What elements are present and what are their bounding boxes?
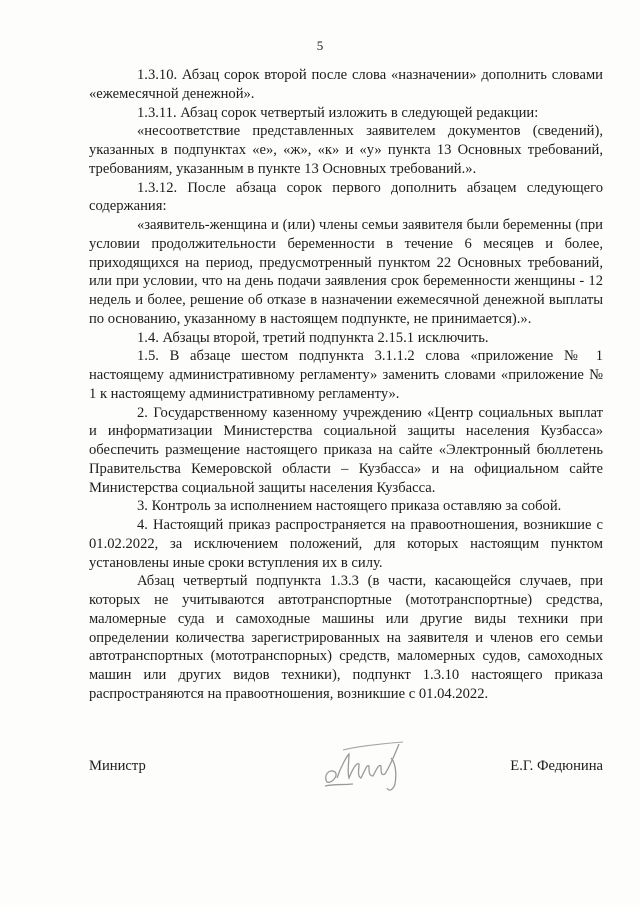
paragraph-1-3-12: 1.3.12. После абзаца сорок первого дополнить абзацем следующего содержания: bbox=[89, 179, 603, 215]
paragraph-2: 2. Государственному казенному учреждению «Центр социальных выплат и информатизации Министерства социальной защиты населения Кузбасса» обеспечить размещение настоящего приказа на сайте «Электронный бюллетень Правительства Кемеровской области – Кузбасса» и на официальном сайте Министерства социальной защиты населения Кузбасса. bbox=[89, 404, 603, 496]
signatory-title: Министр bbox=[89, 758, 146, 774]
paragraph-1-3-12-quote: «заявитель-женщина и (или) члены семьи заявителя были беременны (при условии продолжительности беременности в течение 6 месяцев и более, приходящихся на период, предусмотренный пунктом 22 Основных требований, или при условии, что на день подачи заявления срок беременности женщины - 12 недель и более, решение об отказе в назначении ежемесячной денежной выплаты по основанию, указанному в настоящем подпункте, не принимается).». bbox=[89, 217, 603, 327]
paragraph-1-4: 1.4. Абзацы второй, третий подпункта 2.15.1 исключить. bbox=[137, 329, 489, 346]
paragraph-1-3-11-quote: «несоответствие представленных заявителем документов (сведений), указанных в подпунктах «е», «ж», «к» и «у» пункта 13 Основных требований, требованиям, указанным в пункте 13 Основных требований.». bbox=[89, 123, 603, 177]
paragraph-4-note: Абзац четвертый подпункта 1.3.3 (в части, касающейся случаев, при которых не учитываются автотранспортные (мототранспортные) средства, маломерные суда и самоходные машины или другие виды техники при определении количества зарегистрированных на заявителя и членов его семьи автотранспортных (мототранспорных) средств, маломерных судов, самоходных машин или других видов техники), подпункт 1.3.10 настоящего приказа распространяются на правоотношения, возникшие с 01.04.2022. bbox=[89, 573, 603, 702]
paragraph-1-5: 1.5. В абзаце шестом подпункта 3.1.1.2 слова «приложение № 1 настоящему административному регламенту» заменить словами «приложение № 1 к настоящему административному регламенту». bbox=[89, 348, 603, 402]
paragraph-4: 4. Настоящий приказ распространяется на правоотношения, возникшие с 01.02.2022, за исключением положений, для которых настоящим пунктом установлены иные сроки вступления их в силу. bbox=[89, 517, 603, 571]
signature-block bbox=[89, 738, 603, 798]
page-number: 5 bbox=[316, 38, 324, 53]
paragraph-1-3-11: 1.3.11. Абзац сорок четвертый изложить в следующей редакции: bbox=[137, 104, 539, 121]
paragraph-1-3-10: 1.3.10. Абзац сорок второй после слова «назначении» дополнить словами «ежемесячной денежной». bbox=[89, 67, 603, 102]
document-body bbox=[89, 66, 603, 704]
signatory-name: Е.Г. Федюнина bbox=[510, 758, 603, 774]
handwritten-signature bbox=[319, 738, 409, 796]
paragraph-3: 3. Контроль за исполнением настоящего приказа оставляю за собой. bbox=[137, 498, 562, 515]
